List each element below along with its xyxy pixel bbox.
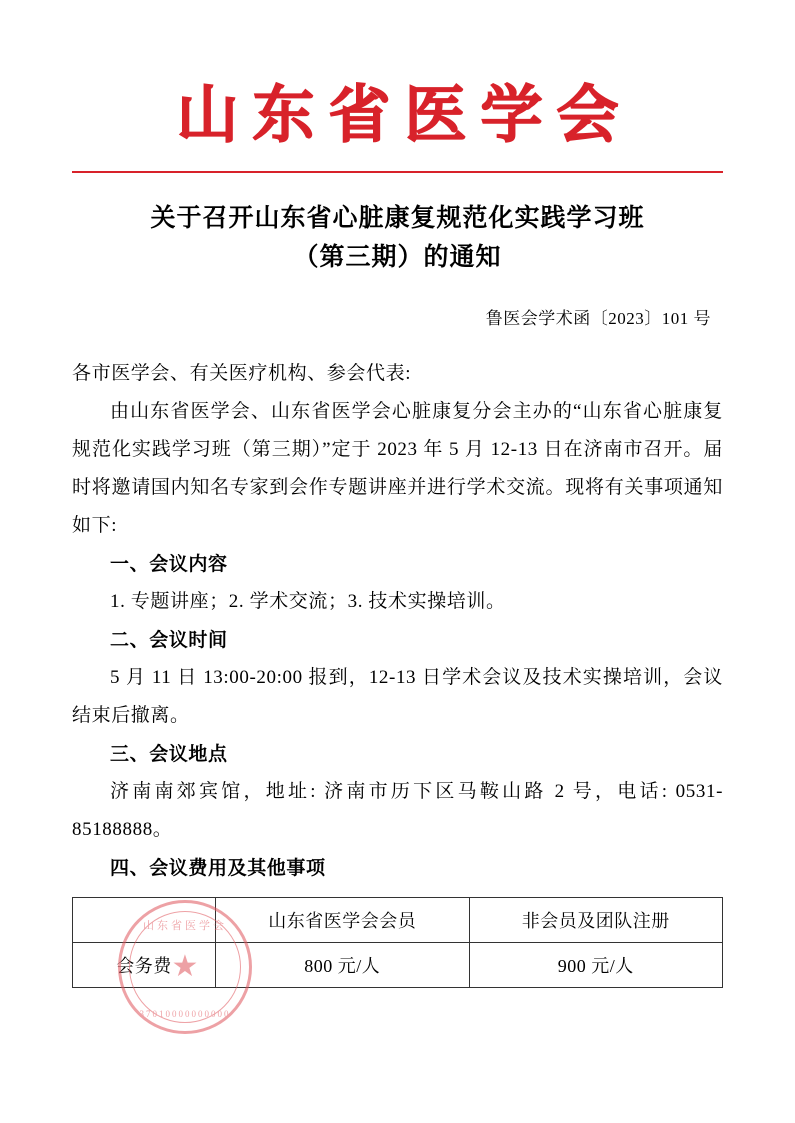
table-header-row	[73, 898, 723, 943]
masthead-divider	[72, 171, 723, 173]
section-heading-2: 二、会议时间	[110, 629, 228, 652]
section-body-3: 济南南郊宾馆，地址: 济南市历下区马鞍山路 2 号，电话: 0531-85188888。	[72, 781, 723, 841]
intro-paragraph: 由山东省医学会、山东省医学会心脏康复分会主办的“山东省心脏康复规范化实践学习班（第三期）”定于 2023 年 5 月 12-13 日在济南市召开。届时将邀请国内知名专家到会作专题讲座并进行学术交流。现将有关事项通知如下:	[72, 401, 723, 537]
table-cell-member-fee: 800 元/人	[216, 943, 470, 988]
document-body	[72, 355, 723, 887]
table-header-cell-2: 非会员及团队注册	[469, 898, 723, 943]
table-cell-nonmember-fee: 900 元/人	[469, 943, 723, 988]
page-title-line-2: （第三期）的通知	[293, 241, 502, 271]
table-header-cell-0	[73, 898, 216, 943]
seal-top-text: 山东省医学会	[143, 920, 227, 932]
fee-table	[72, 897, 723, 988]
seal-bottom-text: 37010000000000	[139, 1009, 231, 1019]
section-body-2: 5 月 11 日 13:00-20:00 报到，12-13 日学术会议及技术实操培训，会议结束后撤离。	[72, 667, 723, 727]
section-heading-4: 四、会议费用及其他事项	[110, 857, 326, 880]
section-heading-3: 三、会议地点	[110, 743, 228, 766]
section-body-1: 1. 专题讲座；2. 学术交流；3. 技术实操培训。	[110, 591, 506, 613]
page-title	[72, 199, 723, 277]
page-title-line-1: 关于召开山东省心脏康复规范化实践学习班	[150, 202, 645, 232]
star-icon: ★	[171, 950, 199, 983]
section-heading-1: 一、会议内容	[110, 553, 228, 576]
table-header-cell-1: 山东省医学会会员	[216, 898, 470, 943]
table-row	[73, 943, 723, 988]
organization-title: 山东省医学会	[176, 78, 633, 151]
document-number: 鲁医会学术函〔2023〕101 号	[485, 309, 711, 329]
masthead	[72, 0, 723, 173]
salutation: 各市医学会、有关医疗机构、参会代表:	[72, 363, 412, 385]
table-cell-label: 会务费	[73, 943, 216, 988]
